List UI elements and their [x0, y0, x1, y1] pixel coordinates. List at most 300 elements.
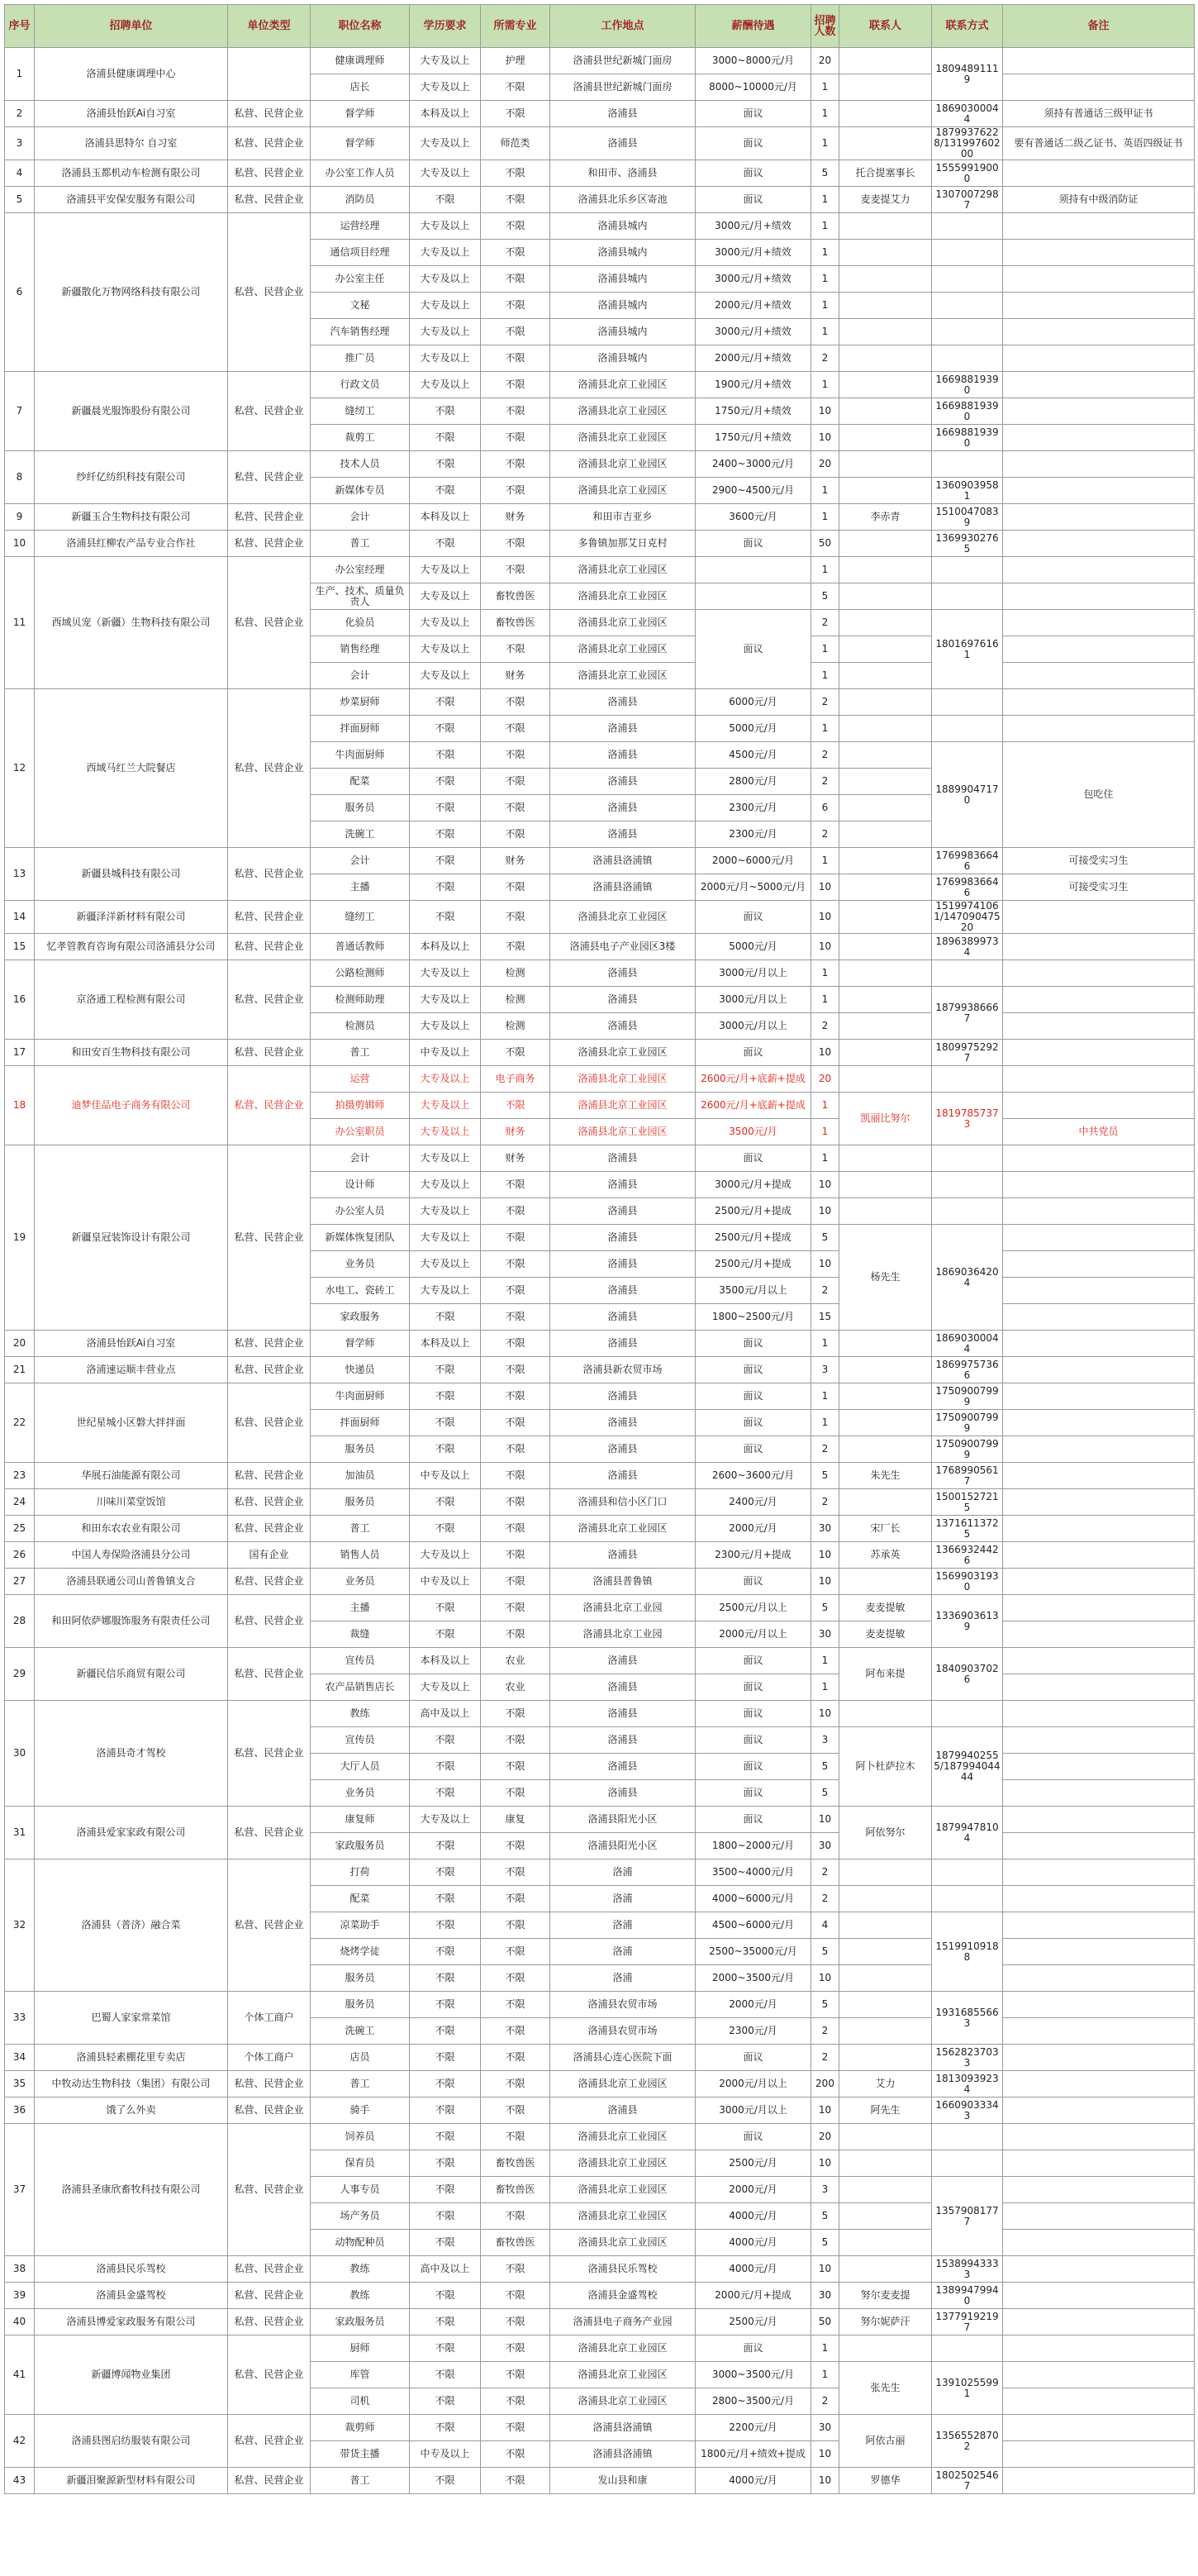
cell-phone: 15199109188 — [932, 1912, 1003, 1992]
cell-education: 大专及以上 — [410, 557, 481, 583]
cell-remarks — [1003, 2018, 1195, 2045]
header-phone: 联系方式 — [932, 5, 1003, 48]
cell-remarks — [1003, 2256, 1195, 2283]
table-row — [5, 1648, 1195, 1674]
cell-education: 大专及以上 — [410, 610, 481, 636]
cell-location: 洛浦县北京工业园区 — [550, 1516, 696, 1542]
cell-salary: 2000元/月以上 — [696, 1621, 811, 1648]
cell-remarks — [1003, 2362, 1195, 2388]
cell-location: 洛浦县北京工业园区 — [550, 2071, 696, 2097]
cell-salary: 2000元/月+绩效 — [696, 293, 811, 319]
cell-location: 洛浦县和信小区门口 — [550, 1489, 696, 1516]
cell-location: 洛浦县 — [550, 689, 696, 716]
cell-remarks — [1003, 1621, 1195, 1648]
cell-position: 服务员 — [311, 1992, 410, 2018]
table-row — [5, 2309, 1195, 2336]
cell-major: 不限 — [481, 1410, 550, 1436]
cell-major: 畜牧兽医 — [481, 610, 550, 636]
cell-remarks — [1003, 2309, 1195, 2336]
cell-phone: 13609039581 — [932, 478, 1003, 504]
cell-phone: 18099752927 — [932, 1040, 1003, 1066]
cell-position: 裁剪工 — [311, 425, 410, 451]
cell-location: 洛浦县 — [550, 716, 696, 742]
cell-education: 不限 — [410, 2362, 481, 2388]
cell-count: 1 — [811, 372, 839, 398]
cell-phone: 17509007999 — [932, 1436, 1003, 1463]
cell-education: 大专及以上 — [410, 240, 481, 266]
cell-type: 私营、民营企业 — [228, 1040, 311, 1066]
cell-remarks — [1003, 1516, 1195, 1542]
cell-type: 私营、民营企业 — [228, 1145, 311, 1331]
cell-remarks — [1003, 636, 1195, 663]
cell-phone — [932, 345, 1003, 372]
header-remarks: 备注 — [1003, 5, 1195, 48]
cell-remarks — [1003, 2124, 1195, 2150]
cell-type: 私营、民营企业 — [228, 504, 311, 531]
table-row — [5, 689, 1195, 716]
cell-major: 农业 — [481, 1648, 550, 1674]
cell-no: 9 — [5, 504, 35, 531]
cell-remarks — [1003, 2071, 1195, 2097]
cell-education: 中专及以上 — [410, 1463, 481, 1489]
cell-location: 洛浦县北京工业园区 — [550, 901, 696, 934]
table-row — [5, 1331, 1195, 1357]
cell-contact — [839, 266, 932, 293]
cell-remarks: 要有普通话二级乙证书、英语四级证书 — [1003, 127, 1195, 160]
cell-contact: 杨先生 — [839, 1225, 932, 1331]
cell-company: 洛浦县怡跃Ai自习室 — [35, 101, 228, 127]
cell-remarks — [1003, 1066, 1195, 1093]
table-row — [5, 127, 1195, 160]
cell-company: 新疆县城科技有限公司 — [35, 848, 228, 901]
cell-location: 洛浦县阳光小区 — [550, 1807, 696, 1833]
cell-education: 大专及以上 — [410, 960, 481, 987]
cell-contact — [839, 1383, 932, 1410]
cell-location: 洛浦县 — [550, 1463, 696, 1489]
cell-position: 裁剪师 — [311, 2415, 410, 2441]
cell-position: 洗碗工 — [311, 821, 410, 848]
table-row — [5, 1516, 1195, 1542]
cell-contact — [839, 293, 932, 319]
cell-contact — [839, 960, 932, 987]
cell-remarks — [1003, 1410, 1195, 1436]
cell-major: 电子商务 — [481, 1066, 550, 1093]
cell-position: 牛肉面厨师 — [311, 742, 410, 769]
cell-remarks: 须持有中级消防证 — [1003, 187, 1195, 213]
cell-major: 不限 — [481, 1516, 550, 1542]
cell-location: 洛浦县心连心医院下面 — [550, 2045, 696, 2071]
cell-education: 不限 — [410, 1939, 481, 1965]
header-contact: 联系人 — [839, 5, 932, 48]
cell-type — [228, 48, 311, 101]
cell-contact: 阿布来提 — [839, 1648, 932, 1701]
cell-company: 洛浦县红柳农产品专业合作社 — [35, 531, 228, 557]
cell-salary: 2800元/月 — [696, 769, 811, 795]
cell-remarks — [1003, 960, 1195, 987]
cell-education: 大专及以上 — [410, 127, 481, 160]
cell-location: 洛浦县城内 — [550, 345, 696, 372]
cell-education: 大专及以上 — [410, 160, 481, 187]
cell-major: 财务 — [481, 848, 550, 874]
cell-education: 不限 — [410, 1436, 481, 1463]
cell-salary: 4000~6000元/月 — [696, 1886, 811, 1912]
cell-salary: 3500元/月 — [696, 1119, 811, 1145]
cell-position: 店长 — [311, 74, 410, 101]
cell-position: 会计 — [311, 1145, 410, 1172]
cell-no: 11 — [5, 557, 35, 689]
cell-position: 检测师助理 — [311, 987, 410, 1013]
cell-education: 大专及以上 — [410, 213, 481, 240]
cell-remarks: 中共党员 — [1003, 1119, 1195, 1145]
cell-major: 不限 — [481, 2124, 550, 2150]
cell-major: 不限 — [481, 1489, 550, 1516]
cell-remarks — [1003, 583, 1195, 610]
cell-position: 普工 — [311, 2071, 410, 2097]
cell-count: 1 — [811, 187, 839, 213]
cell-major: 不限 — [481, 1383, 550, 1410]
cell-position: 家政服务员 — [311, 2309, 410, 2336]
cell-location: 洛浦县北京工业园 — [550, 1595, 696, 1621]
cell-count: 5 — [811, 1992, 839, 2018]
cell-major: 不限 — [481, 716, 550, 742]
cell-education: 大专及以上 — [410, 987, 481, 1013]
cell-major: 不限 — [481, 901, 550, 934]
cell-company: 新疆玉合生物科技有限公司 — [35, 504, 228, 531]
cell-education: 不限 — [410, 1992, 481, 2018]
cell-count: 1 — [811, 127, 839, 160]
cell-location: 洛浦县 — [550, 1198, 696, 1225]
cell-count: 2 — [811, 769, 839, 795]
cell-major: 不限 — [481, 934, 550, 960]
cell-count: 5 — [811, 1754, 839, 1780]
cell-type: 私营、民营企业 — [228, 1516, 311, 1542]
cell-company: 洛浦县金盛驾校 — [35, 2283, 228, 2309]
cell-contact — [839, 1410, 932, 1436]
cell-salary: 5000元/月 — [696, 934, 811, 960]
cell-company: 和田阿依萨娜服饰服务有限责任公司 — [35, 1595, 228, 1648]
cell-education: 本科及以上 — [410, 101, 481, 127]
cell-count: 20 — [811, 451, 839, 478]
cell-location: 洛浦县 — [550, 1542, 696, 1569]
cell-education: 不限 — [410, 2177, 481, 2203]
table-row — [5, 2071, 1195, 2097]
cell-major: 不限 — [481, 2203, 550, 2230]
cell-position: 普工 — [311, 531, 410, 557]
cell-phone: 13910255991 — [932, 2362, 1003, 2415]
cell-company: 和田安百生物科技有限公司 — [35, 1040, 228, 1066]
cell-major: 检测 — [481, 960, 550, 987]
cell-count: 1 — [811, 478, 839, 504]
cell-remarks — [1003, 451, 1195, 478]
cell-company: 洛浦县奇才驾校 — [35, 1701, 228, 1807]
cell-location: 洛浦县洛浦镇 — [550, 848, 696, 874]
cell-major: 不限 — [481, 2336, 550, 2362]
cell-position: 普工 — [311, 1516, 410, 1542]
cell-contact — [839, 1886, 932, 1912]
cell-education: 不限 — [410, 2468, 481, 2494]
cell-count: 10 — [811, 1172, 839, 1198]
cell-remarks — [1003, 478, 1195, 504]
table-row — [5, 1595, 1195, 1621]
cell-contact — [839, 1992, 932, 2018]
cell-company: 纱纤亿纺织科技有限公司 — [35, 451, 228, 504]
cell-remarks — [1003, 1013, 1195, 1040]
cell-phone: 18025025467 — [932, 2468, 1003, 2494]
cell-location: 洛浦县 — [550, 1383, 696, 1410]
cell-major: 不限 — [481, 1463, 550, 1489]
cell-major: 不限 — [481, 1569, 550, 1595]
cell-salary: 2000元/月+提成 — [696, 2283, 811, 2309]
cell-salary: 4000元/月 — [696, 2230, 811, 2256]
cell-location: 洛浦县北京工业园区 — [550, 2362, 696, 2388]
cell-salary: 面议 — [696, 1331, 811, 1357]
cell-salary: 2000~3500元/月 — [696, 1965, 811, 1992]
cell-salary: 2000~6000元/月 — [696, 848, 811, 874]
cell-contact — [839, 240, 932, 266]
cell-salary: 2000元/月 — [696, 1516, 811, 1542]
cell-location: 洛浦县北京工业园区 — [550, 2150, 696, 2177]
cell-remarks — [1003, 2150, 1195, 2177]
cell-major: 不限 — [481, 2283, 550, 2309]
cell-major: 不限 — [481, 1436, 550, 1463]
cell-count: 5 — [811, 1225, 839, 1251]
cell-remarks — [1003, 2230, 1195, 2256]
cell-salary: 2000元/月 — [696, 1992, 811, 2018]
cell-salary: 2000元/月以上 — [696, 2071, 811, 2097]
cell-salary: 面议 — [696, 2124, 811, 2150]
cell-type: 私营、民营企业 — [228, 1383, 311, 1463]
cell-major: 不限 — [481, 1939, 550, 1965]
cell-location: 洛浦县 — [550, 821, 696, 848]
cell-count: 1 — [811, 1383, 839, 1410]
cell-contact — [839, 821, 932, 848]
cell-contact — [839, 74, 932, 101]
cell-major: 不限 — [481, 1331, 550, 1357]
cell-phone: 13669324426 — [932, 1542, 1003, 1569]
cell-salary: 4000元/月 — [696, 2468, 811, 2494]
cell-contact — [839, 478, 932, 504]
cell-education: 大专及以上 — [410, 1674, 481, 1701]
cell-location: 洛浦县 — [550, 960, 696, 987]
cell-type: 私营、民营企业 — [228, 934, 311, 960]
cell-contact — [839, 425, 932, 451]
cell-type: 私营、民营企业 — [228, 2336, 311, 2415]
cell-education: 大专及以上 — [410, 1198, 481, 1225]
cell-type: 私营、民营企业 — [228, 213, 311, 372]
table-header-row — [5, 5, 1195, 48]
cell-phone: 13579081777 — [932, 2177, 1003, 2256]
cell-major: 不限 — [481, 557, 550, 583]
cell-salary: 1800元/月+绩效+提成 — [696, 2441, 811, 2468]
cell-position: 快递员 — [311, 1357, 410, 1383]
cell-count: 2 — [811, 2388, 839, 2415]
table-row — [5, 1145, 1195, 1172]
cell-contact — [839, 769, 932, 795]
cell-education: 不限 — [410, 1780, 481, 1807]
cell-salary: 4500元/月 — [696, 742, 811, 769]
job-listing-table — [4, 4, 1195, 2494]
cell-position: 配菜 — [311, 769, 410, 795]
cell-position: 凉菜助手 — [311, 1912, 410, 1939]
cell-remarks: 可接受实习生 — [1003, 874, 1195, 901]
cell-major: 不限 — [481, 1992, 550, 2018]
cell-contact: 罗德华 — [839, 2468, 932, 2494]
cell-remarks — [1003, 1965, 1195, 1992]
cell-phone — [932, 1198, 1003, 1225]
cell-phone: 15100470839 — [932, 504, 1003, 531]
cell-position: 配菜 — [311, 1886, 410, 1912]
cell-phone — [932, 1066, 1003, 1093]
cell-type: 私营、民营企业 — [228, 127, 311, 160]
cell-no: 2 — [5, 101, 35, 127]
cell-major: 不限 — [481, 2468, 550, 2494]
cell-education: 不限 — [410, 2415, 481, 2441]
table-row — [5, 48, 1195, 74]
cell-education: 大专及以上 — [410, 1145, 481, 1172]
cell-position: 带货主播 — [311, 2441, 410, 2468]
cell-position: 宣传员 — [311, 1648, 410, 1674]
cell-phone — [932, 2150, 1003, 2177]
cell-education: 不限 — [410, 531, 481, 557]
cell-count: 5 — [811, 583, 839, 610]
cell-company: 洛浦县民乐驾校 — [35, 2256, 228, 2283]
cell-location: 洛浦县北京工业园区 — [550, 398, 696, 425]
cell-no: 25 — [5, 1516, 35, 1542]
cell-contact — [839, 742, 932, 769]
cell-location: 发山县和康 — [550, 2468, 696, 2494]
cell-count: 10 — [811, 2468, 839, 2494]
cell-location: 洛浦县洛浦镇 — [550, 2415, 696, 2441]
cell-contact — [839, 2150, 932, 2177]
cell-salary — [696, 583, 811, 610]
cell-phone: 18690300044 — [932, 1331, 1003, 1357]
cell-remarks: 可接受实习生 — [1003, 848, 1195, 874]
cell-contact — [839, 127, 932, 160]
cell-count: 1 — [811, 1674, 839, 1701]
cell-major: 不限 — [481, 293, 550, 319]
cell-no: 22 — [5, 1383, 35, 1463]
cell-phone: 13899479940 — [932, 2283, 1003, 2309]
cell-count: 4 — [811, 1912, 839, 1939]
cell-position: 普通话教师 — [311, 934, 410, 960]
cell-salary: 面议 — [696, 531, 811, 557]
cell-position: 会计 — [311, 848, 410, 874]
cell-company: 洛浦县玉都机动车检测有限公司 — [35, 160, 228, 187]
cell-contact — [839, 2177, 932, 2203]
cell-remarks — [1003, 2203, 1195, 2230]
cell-type: 私营、民营企业 — [228, 689, 311, 848]
cell-position: 牛肉面厨师 — [311, 1383, 410, 1410]
cell-phone: 13070072987 — [932, 187, 1003, 213]
cell-position: 康复师 — [311, 1807, 410, 1833]
cell-position: 通信项目经理 — [311, 240, 410, 266]
cell-location: 洛浦县城内 — [550, 293, 696, 319]
header-no: 序号 — [5, 5, 35, 48]
cell-company: 洛浦县（普济）融合菜 — [35, 1859, 228, 1992]
cell-no: 3 — [5, 127, 35, 160]
cell-remarks — [1003, 1569, 1195, 1595]
cell-remarks — [1003, 987, 1195, 1013]
cell-position: 技术人员 — [311, 451, 410, 478]
cell-remarks — [1003, 1833, 1195, 1859]
cell-type: 私营、民营企业 — [228, 160, 311, 187]
cell-count: 1 — [811, 987, 839, 1013]
cell-education: 大专及以上 — [410, 266, 481, 293]
cell-salary: 2300元/月 — [696, 795, 811, 821]
cell-count: 2 — [811, 821, 839, 848]
cell-count: 30 — [811, 1833, 839, 1859]
cell-contact — [839, 848, 932, 874]
cell-type: 私营、民营企业 — [228, 1648, 311, 1701]
cell-no: 5 — [5, 187, 35, 213]
cell-location: 洛浦县北乐乡区寄池 — [550, 187, 696, 213]
cell-remarks — [1003, 1992, 1195, 2018]
cell-major: 不限 — [481, 451, 550, 478]
cell-remarks — [1003, 1278, 1195, 1304]
cell-count: 1 — [811, 1119, 839, 1145]
cell-major: 不限 — [481, 874, 550, 901]
cell-salary: 4500~6000元/月 — [696, 1912, 811, 1939]
cell-salary: 1900元/月+绩效 — [696, 372, 811, 398]
cell-remarks — [1003, 2388, 1195, 2415]
cell-major: 不限 — [481, 266, 550, 293]
cell-no: 18 — [5, 1066, 35, 1145]
cell-salary: 2800~3500元/月 — [696, 2388, 811, 2415]
cell-company: 京洛通工程检测有限公司 — [35, 960, 228, 1040]
cell-no: 21 — [5, 1357, 35, 1383]
cell-education: 不限 — [410, 425, 481, 451]
table-row — [5, 101, 1195, 127]
cell-remarks — [1003, 901, 1195, 934]
cell-no: 43 — [5, 2468, 35, 2494]
cell-major: 不限 — [481, 531, 550, 557]
cell-phone: 16698819390 — [932, 425, 1003, 451]
cell-salary: 2600元/月+底薪+提成 — [696, 1066, 811, 1093]
cell-no: 34 — [5, 2045, 35, 2071]
cell-major: 农业 — [481, 1674, 550, 1701]
cell-location: 洛浦县北京工业园区 — [550, 610, 696, 636]
cell-no: 16 — [5, 960, 35, 1040]
cell-count: 30 — [811, 2283, 839, 2309]
cell-remarks — [1003, 689, 1195, 716]
cell-phone: 18963899734 — [932, 934, 1003, 960]
cell-remarks — [1003, 398, 1195, 425]
cell-salary: 3000元/月+绩效 — [696, 319, 811, 345]
cell-salary: 2500元/月以上 — [696, 1595, 811, 1621]
cell-company: 中国人寿保险洛浦县分公司 — [35, 1542, 228, 1569]
cell-phone: 16698819390 — [932, 372, 1003, 398]
cell-count: 1 — [811, 848, 839, 874]
header-position: 职位名称 — [311, 5, 410, 48]
cell-count: 1 — [811, 213, 839, 240]
cell-education: 不限 — [410, 2388, 481, 2415]
cell-position: 设计师 — [311, 1172, 410, 1198]
cell-type: 私营、民营企业 — [228, 901, 311, 934]
table-row — [5, 1807, 1195, 1833]
cell-position: 大厅人员 — [311, 1754, 410, 1780]
cell-no: 10 — [5, 531, 35, 557]
cell-position: 汽车销售经理 — [311, 319, 410, 345]
cell-education: 不限 — [410, 2203, 481, 2230]
cell-no: 31 — [5, 1807, 35, 1859]
cell-education: 不限 — [410, 874, 481, 901]
cell-salary: 3000元/月以上 — [696, 2097, 811, 2124]
cell-company: 洛浦县图启纺服装有限公司 — [35, 2415, 228, 2468]
cell-contact: 凯丽比努尔 — [839, 1093, 932, 1145]
cell-location: 洛浦县北京工业园区 — [550, 2336, 696, 2362]
cell-remarks — [1003, 2097, 1195, 2124]
cell-count: 2 — [811, 1859, 839, 1886]
